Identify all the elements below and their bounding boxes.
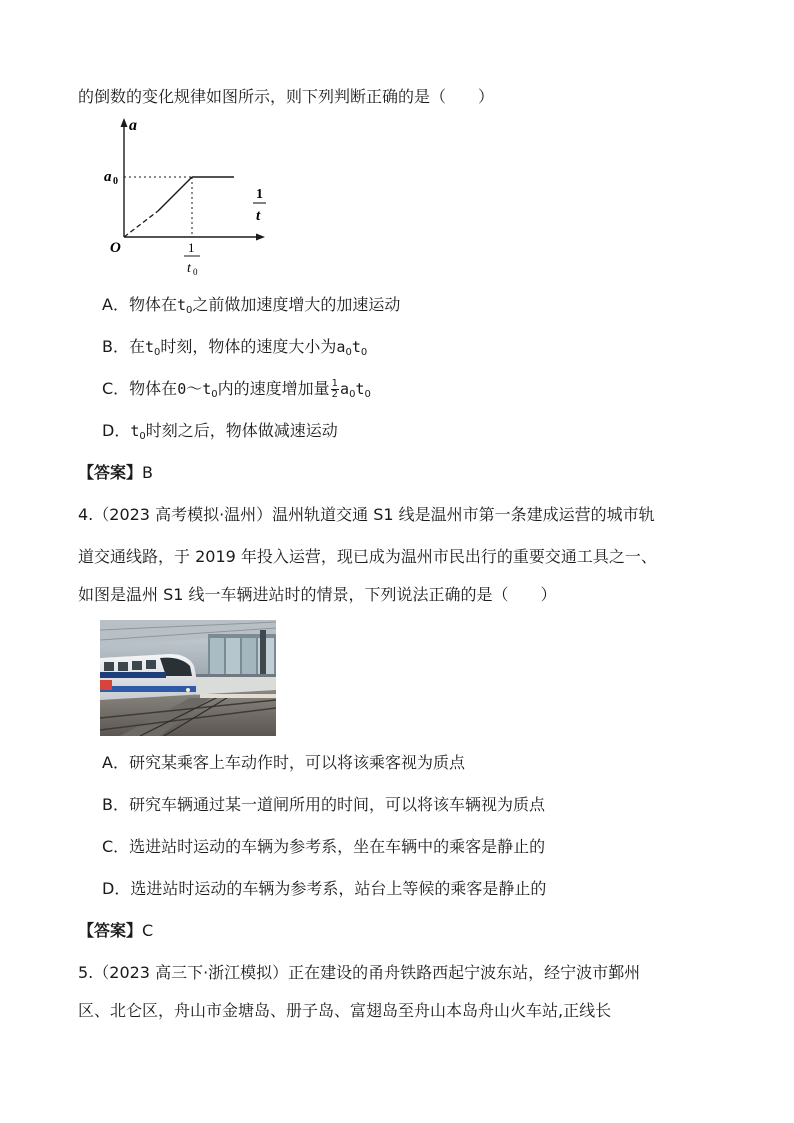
q5-stem-line-2: 区、北仑区，舟山市金塘岛、册子岛、富翅岛至舟山本岛舟山火车站,正线长 (78, 1001, 612, 1020)
graph-y-tick-sub: 0 (113, 176, 118, 187)
graph-y-axis-label: a (129, 117, 137, 134)
q3-graph (100, 112, 275, 282)
graph-x-tick-den: t (187, 261, 191, 276)
q4-stem-line-1: 4.（2023 高考模拟·温州）温州轨道交通 S1 线是温州市第一条建成运营的城市轨 (78, 505, 655, 524)
graph-origin-label: O (110, 240, 121, 256)
q3-option-b[interactable]: B．在t0时刻，物体的速度大小为a0t0 (102, 337, 368, 358)
q5-stem-line-1: 5.（2023 高三下·浙江模拟）正在建设的甬舟铁路西起宁波东站，经宁波市鄞州 (78, 963, 641, 982)
graph-x-axis-num: 1 (256, 187, 263, 202)
q4-stem-line-3: 如图是温州 S1 线一车辆进站时的情景，下列说法正确的是（ ） (78, 585, 557, 604)
q4-answer: 【答案】C (78, 921, 154, 940)
q3-option-d[interactable]: D．t0时刻之后，物体做减速运动 (102, 421, 338, 442)
fraction-one-half: $\frac{1}{2}$ (331, 378, 339, 400)
q4-option-b[interactable]: B．研究车辆通过某一道闸所用的时间，可以将该车辆视为质点 (102, 795, 545, 814)
graph-x-tick-sub: 0 (193, 267, 198, 277)
train-station-photo (100, 620, 276, 736)
graph-x-tick-num: 1 (188, 240, 195, 255)
q3-option-a[interactable]: A．物体在t0之前做加速度增大的加速运动 (102, 295, 401, 316)
q4-option-a[interactable]: A．研究某乘客上车动作时，可以将该乘客视为质点 (102, 753, 465, 772)
graph-x-axis-den: t (256, 208, 261, 224)
q3-option-c[interactable]: C．物体在0～t0内的速度增加量 $\frac{1}{2}$ a0t0 (102, 378, 371, 400)
q4-stem-line-2: 道交通线路，于 2019 年投入运营，现已成为温州市民出行的重要交通工具之一、 (78, 547, 657, 566)
q3-answer: 【答案】B (78, 463, 154, 482)
q3-stem: 的倒数的变化规律如图所示，则下列判断正确的是（ ） (78, 87, 495, 106)
q4-option-c[interactable]: C．选进站时运动的车辆为参考系，坐在车辆中的乘客是静止的 (102, 837, 546, 856)
graph-y-tick-a: a (104, 169, 112, 185)
q4-option-d[interactable]: D．选进站时运动的车辆为参考系，站台上等候的乘客是静止的 (102, 879, 547, 898)
